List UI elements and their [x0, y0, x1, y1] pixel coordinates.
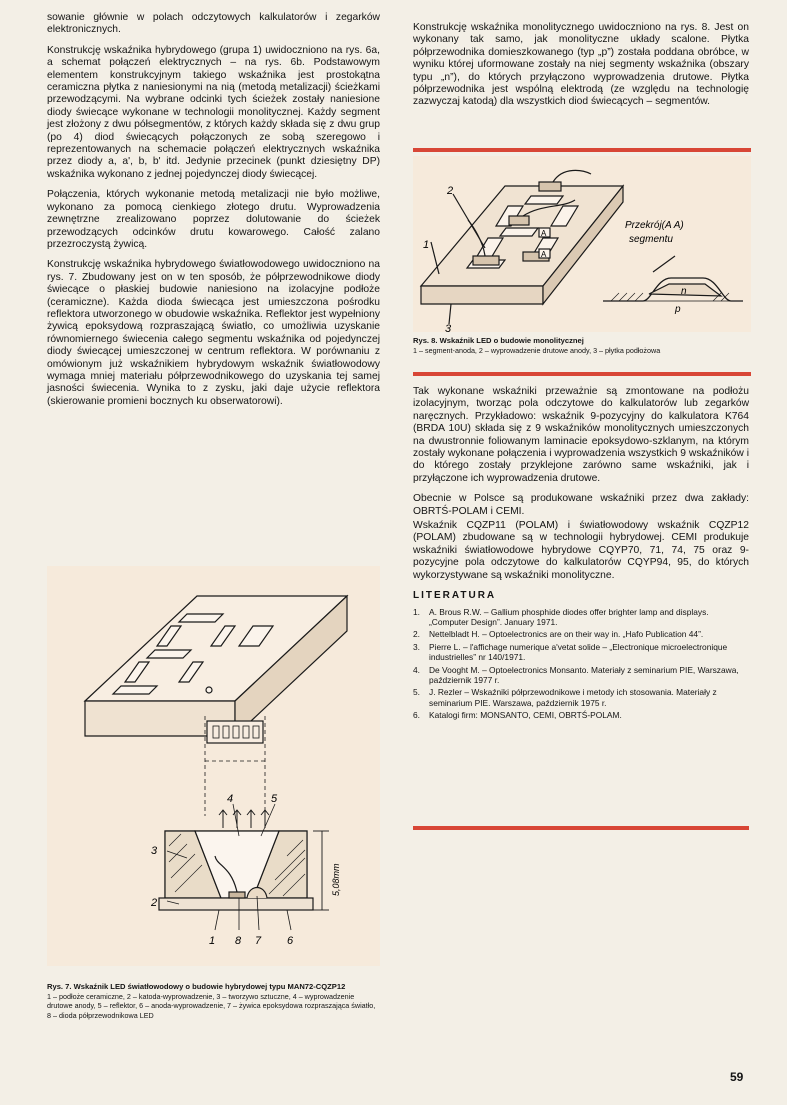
label-5: 5 — [271, 793, 278, 805]
item-number: 1. — [413, 606, 420, 617]
literature-heading: LITERATURA — [413, 590, 497, 602]
paragraph: Tak wykonane wskaźniki przeważnie są zmontowane na podłożu izolacyjnym, tworząc pola odczytowe do kalkulatorów lub zegarków naręcznych. Przykładowo: wskaźnik 9-pozycyjny do kalkulatora K764 (BRDA 10U) składa się z 9 wskaźników monolitycznych umieszczonych na dwustronnie foliowanym laminacie epoksydowo-szklanym, na którym zostały wykonane połączenia i wyprowadzenia wszystkich 9 wskaźników i do którego zostały przyklejone zarówno same wskaźniki, jak i przyłączone ich wyprowadzenia drutowe. — [413, 386, 749, 484]
list-item — [413, 687, 749, 708]
paragraph: Połączenia, których wykonanie metodą metalizacji nie było możliwe, wykonano za pomocą cienkiego złotego drutu. Wyprowadzenia zewnętrzne zrealizowano poprzez dolutowanie do ścieżek przewodzących odcinków drutu kowarowego. Całość zalano przezroczystą żywicą. — [47, 189, 380, 250]
list-item — [413, 642, 749, 663]
item-number: 4. — [413, 664, 420, 675]
red-divider — [413, 372, 751, 376]
paragraph: Konstrukcję wskaźnika monolitycznego uwidoczniono na rys. 8. Jest on wykonany tak samo, jak monolityczne układy scalone. Płytka półprzewodnika domieszkowanego (typ „p”) została poddana obróbce, w wyniku której uformowane zostały na niej segmenty wskaźnika (obszary typu „n”), do których przyłączono wyprowadzenia drutowe. Płytka półprzewodnika jest wspólną elektrodą (ze względu na technologię zazwyczaj katodą) dla wszystkich diod świecących – segmentów. — [413, 22, 749, 108]
label-1: 1 — [423, 239, 430, 251]
label-2: 2 — [151, 897, 158, 909]
label-6: 6 — [287, 935, 294, 947]
item-text: De Vooght M. – Optoelectronics Monsanto. Materiały z seminarium PIE, Warszawa, październik 1977 r. — [429, 664, 739, 685]
item-text: Nettelbladt H. – Optoelectronics are on their way in. „Hafo Publication 44”. — [429, 629, 704, 640]
list-item — [413, 710, 749, 720]
label-a-top: A — [541, 229, 547, 238]
figure-7-drawing — [47, 566, 380, 966]
list-item — [413, 607, 749, 628]
label-3: 3 — [445, 323, 452, 332]
item-number: 3. — [413, 641, 420, 652]
red-divider — [413, 148, 751, 152]
list-item — [413, 665, 749, 686]
label-8: 8 — [235, 935, 242, 947]
figure-8-drawing — [413, 156, 751, 332]
list-item — [413, 629, 749, 639]
label-n: n — [681, 286, 687, 297]
paragraph: Konstrukcję wskaźnika hybrydowego światłowodowego uwidoczniono na rys. 7. Zbudowany jest on w ten sposób, że półprzewodnikowe diody świecące o płaskiej budowie naniesiono na izolacyjne podłoże (ceramiczne). Każda dioda świecąca jest umieszczona pośrodku reflektora utworzonego w obudowie wskaźnika. Reflektor jest wypełniony żywicą epoksydową rozpraszającą światło, co umożliwia uzyskanie równomiernego świecenia całego segmentu wskaźnika od pojedynczej diody świecącej umieszczonej w centrum reflektora. W porównaniu z omówionym już wskaźnikiem hybrydowym wskaźnik światłowodowy wymaga mniej materiału półprzewodnikowego do uzyskania tej samej jasności świecenia. Wynika to z zysku, jaki daje użycie reflektora (skierowanie promieni bocznych ku obserwatorowi). — [47, 259, 380, 407]
paragraph: Wskaźnik CQZP11 (POLAM) i światłowodowy wskaźnik CQZP12 (POLAM) zbudowane są w technologii hybrydowej. CEMI produkuje wskaźniki światłowodowe hybrydowe CQYP70, 71, 74, 75 oraz 9-pozycyjne pola odczytowe do kalkulatorów CQYP94, 95, do których wykorzystywane są wskaźniki monolityczne. — [413, 520, 749, 581]
caption-legend: 1 – segment-anoda, 2 – wyprowadzenie drutowe anody, 3 – płytka podłożowa — [413, 345, 661, 355]
page-number: 59 — [730, 1070, 744, 1084]
literature-list — [413, 607, 749, 721]
item-text: A. Brous R.W. – Gallium phosphide diodes offer brighter lamp and displays. „Computer Design”. January 1971. — [429, 606, 709, 627]
label-4: 4 — [227, 793, 234, 805]
label-3: 3 — [151, 845, 158, 857]
section-subtitle: segmentu — [629, 234, 673, 245]
caption-legend: 1 – podłoże ceramiczne, 2 – katoda-wyprowadzenie, 3 – tworzywo sztuczne, 4 – wyprowadzenie drutowe anody, 5 – reflektor, 6 – anoda-wyprowadzenie, 7 – żywica epoksydowa rozpraszająca światło, 8 – dioda półprzewodnikowa LED — [47, 991, 376, 1020]
paragraph: Konstrukcję wskaźnika hybrydowego (grupa 1) uwidoczniono na rys. 6a, a schemat połączeń elektrycznych – na rys. 6b. Podstawowym elementem konstrukcyjnym takiego wskaźnika jest prostokątna ceramiczna płytka z naniesionymi na nią (metodą metalizacji) ścieżkami przewodzącymi. Na wybrane odcinki tych ścieżek zostały naniesione diody świecące wykonane w technologii monolitycznej. Każdy segment jest złożony z dwu półsegmentów, z których każdy składa się z dwu grup (po 4) diod świecących połączonych ze sobą szeregowo i reprezentowanych na schemacie połączeń elektrycznych wskaźnika przez diody a, a', b, b' itd. Jedynie przecinek (punkt dziesiętny DP) wskaźnika wykonano z jednej pojedynczej diody świecącej. — [47, 44, 380, 180]
item-text: Katalogi firm: MONSANTO, CEMI, OBRTŚ-POLAM. — [429, 710, 622, 721]
item-number: 5. — [413, 687, 420, 698]
label-7: 7 — [255, 935, 262, 947]
right-column-text — [413, 386, 749, 723]
item-number: 6. — [413, 710, 420, 721]
paragraph: sowanie głównie w polach odczytowych kalkulatorów i zegarków elektronicznych. — [47, 12, 380, 36]
section-title: Przekrój(A A) — [625, 220, 684, 231]
dimension-label: 5,08mm — [331, 863, 341, 896]
caption-title: Rys. 8. Wskaźnik LED o budowie monolitycznej — [413, 336, 584, 345]
figure-7 — [47, 566, 380, 966]
item-number: 2. — [413, 629, 420, 640]
figure-8-caption — [413, 336, 751, 355]
label-2: 2 — [447, 185, 454, 197]
label-1: 1 — [209, 935, 216, 947]
figure-7-caption — [47, 982, 380, 1020]
left-column-text — [47, 12, 380, 416]
item-text: Pierre L. – l'affichage numerique a'vetat solide – „Electronique microelectronique industrielles” nr 140/1971. — [429, 641, 728, 663]
figure-8 — [413, 156, 751, 332]
paragraph: Obecnie w Polsce są produkowane wskaźniki przez dwa zakłady: OBRTŚ-POLAM i CEMI. — [413, 493, 749, 517]
red-divider — [413, 826, 749, 830]
item-text: J. Rezler – Wskaźniki półprzewodnikowe i metody ich stosowania. Materiały z seminarium PIE. Warszawa, październik 1975 r. — [429, 687, 717, 708]
label-a-bottom: A — [541, 250, 547, 259]
label-p: p — [675, 304, 681, 315]
right-column-top-text — [413, 22, 749, 117]
caption-title: Rys. 7. Wskaźnik LED światłowodowy o budowie hybrydowej typu MAN72-CQZP12 — [47, 982, 346, 991]
